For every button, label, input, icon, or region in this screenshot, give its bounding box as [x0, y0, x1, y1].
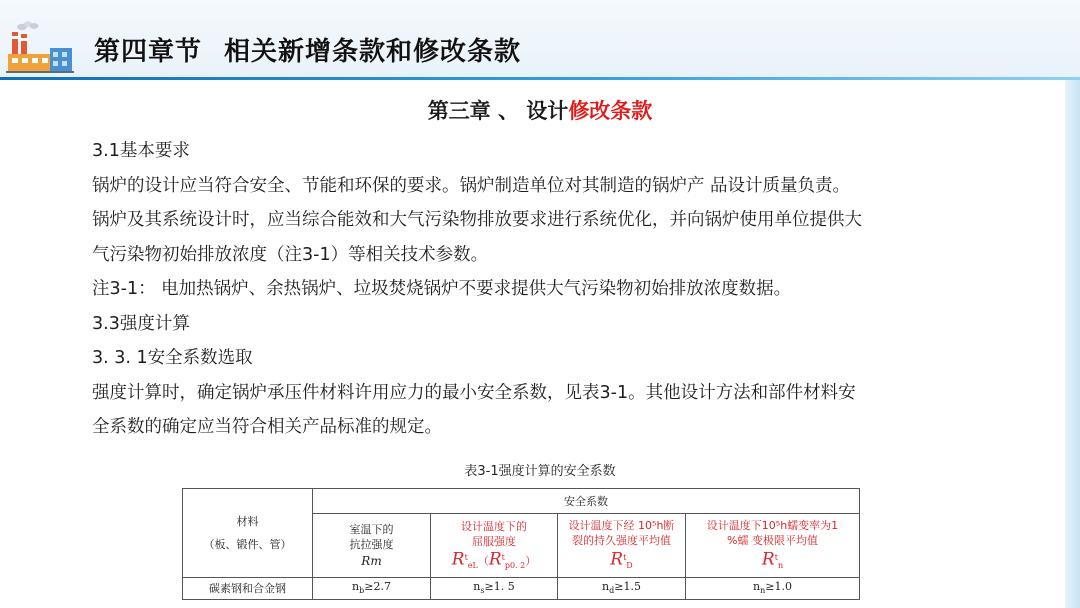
factor-sub: n — [760, 586, 766, 596]
table-cell — [431, 578, 558, 600]
body-line: 注3-1： 电加热锅炉、余热锅炉、垃圾焚烧锅炉不要求提供大气污染物初始排放浓度数据。 — [92, 279, 792, 299]
factor-value: ≥2.7 — [364, 579, 391, 593]
body-line: 强度计算时，确定锅炉承压件材料许用应力的最小安全系数，见表3-1。其他设计方法和部件材料安 — [92, 382, 856, 403]
symbol-sup: t — [774, 553, 778, 563]
body-line: 3. 3. 1安全系数选取 — [92, 348, 253, 368]
symbol-sup: t — [464, 552, 468, 562]
chapter-title-highlight: 修改条款 — [568, 99, 653, 123]
table-cell — [313, 578, 431, 600]
col-header-line: 设计温度下10⁵h蠕变率为1 — [706, 519, 839, 533]
symbol-r: R — [610, 549, 624, 570]
factor-sub: b — [359, 586, 365, 596]
col-header-line: %蠕 变极限平均值 — [727, 534, 818, 548]
body-line: 锅炉及其系统设计时，应当综合能效和大气污染物排放要求进行系统优化，并向锅炉使用单位提供大 — [92, 210, 862, 230]
paren: （ — [477, 554, 489, 568]
group-header: 安全系数 — [313, 489, 860, 514]
factor-value: ≥1.5 — [614, 579, 641, 593]
symbol-sub: n — [777, 560, 784, 570]
col-header-line: 屈服强度 — [472, 534, 516, 548]
body-text — [92, 134, 992, 445]
body-line: 全系数的确定应当符合相关产品标准的规定。 — [92, 417, 442, 437]
factor-sub: d — [609, 586, 615, 596]
paren: ） — [525, 554, 537, 568]
col-header-symbol — [686, 550, 859, 573]
col-header-line: 室温下的 — [349, 523, 394, 536]
col-header-line: 裂的持久强度平均值 — [572, 534, 671, 548]
section-title — [94, 34, 521, 70]
material-header-sub: （板、锻件、管） — [203, 538, 292, 551]
section-number: 第四章节 — [94, 37, 203, 67]
col-header-tensile — [313, 514, 431, 578]
factor-symbol: n — [352, 579, 360, 593]
col-header-rupture — [558, 514, 686, 578]
symbol-sub: eL — [467, 560, 478, 570]
safety-factor-table — [182, 488, 860, 600]
col-header-line: 抗拉强度 — [349, 538, 394, 551]
symbol-sup: t — [623, 553, 627, 563]
col-header-creep — [686, 514, 860, 578]
factor-symbol: n — [753, 579, 761, 593]
symbol-sub: p0. 2 — [504, 560, 526, 570]
body-line: 气污染物初始排放浓度（注3-1）等相关技术参数。 — [92, 244, 489, 265]
section-name: 相关新增条款和修改条款 — [224, 37, 522, 67]
row-label: 碳素钢和合金钢 — [183, 578, 313, 600]
material-header: 材料 — [236, 515, 259, 528]
symbol-sup: t — [501, 552, 505, 562]
chapter-title — [0, 96, 1080, 126]
factor-symbol: n — [473, 579, 481, 593]
symbol-r: R — [488, 549, 502, 570]
col-header-symbol — [558, 550, 685, 573]
factor-value: ≥1. 5 — [484, 579, 515, 593]
chapter-title-main: 第三章 、 设计 — [427, 99, 569, 123]
col-header-yield — [431, 514, 558, 578]
header-divider — [0, 77, 1080, 80]
col-header-symbol — [431, 550, 557, 573]
table-cell — [558, 578, 686, 600]
symbol-r: R — [451, 549, 465, 570]
material-header-cell — [183, 489, 313, 578]
factor-sub: s — [480, 586, 485, 596]
symbol-sub: D — [626, 560, 633, 570]
factor-value: ≥1.0 — [765, 579, 792, 593]
col-header-line: 设计温度下经 10⁵h断 — [568, 519, 675, 533]
table-cell — [686, 578, 860, 600]
col-header-symbol: Rm — [361, 554, 382, 568]
symbol-r: R — [761, 549, 775, 570]
right-decor-bar — [1065, 80, 1080, 608]
factory-icon — [6, 18, 76, 74]
body-line: 3.1基本要求 — [92, 141, 190, 161]
factor-symbol: n — [602, 579, 610, 593]
table-caption: 表3-1强度计算的安全系数 — [464, 464, 616, 479]
body-line: 3.3强度计算 — [92, 313, 190, 334]
col-header-line: 设计温度下的 — [461, 519, 527, 533]
body-line: 锅炉的设计应当符合安全、节能和环保的要求。锅炉制造单位对其制造的锅炉产 品设计质量负责。 — [92, 175, 851, 196]
